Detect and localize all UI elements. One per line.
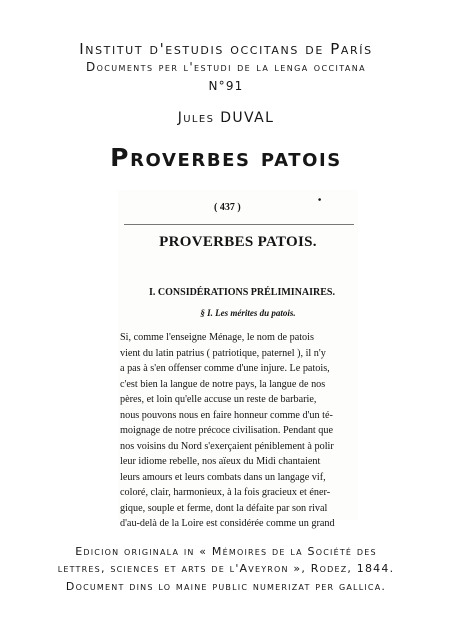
scan-line: a pas à s'en offenser comme d'une injure. Le patois, [120,363,330,374]
institute-name: Institut d'estudis occitans de París [79,40,373,58]
scan-subsection-heading: § I. Les mérites du patois. [200,308,296,318]
scan-section-heading: I. CONSIDÉRATIONS PRÉLIMINAIRES. [149,287,335,298]
scan-rule [124,224,354,225]
scan-line: vient du latin patrius ( patriotique, paternel ), il n'y [120,347,326,359]
scan-line: gique, souple et ferme, dont la défaite par son rival [120,502,328,514]
scanned-page-image [118,190,358,529]
issue-number: N°91 [208,79,244,93]
edition-note-line-3: Document dins lo maine public numerizat per gallica. [65,580,387,593]
ink-mark: • [314,193,325,207]
scan-line: pères, et loin qu'elle accuse un reste de barbarie, [120,394,317,405]
collection-name: Documents per l'estudi de la lenga occitana [85,60,367,74]
scan-line: Si, comme l'enseigne Ménage, le nom de patois [120,332,314,343]
document-title: Proverbes patois [110,143,342,172]
scan-line: coloré, clair, harmonieux, à la fois gracieux et éner- [120,487,331,498]
scan-page-number: ( 437 ) [214,202,241,213]
scan-line: c'est bien la langue de notre pays, la langue de nos [120,378,326,390]
scan-line: moignage de notre précoce civilisation. Pendant que [120,425,334,436]
scan-line: d'au-delà de la Loire est considérée comme un grand [120,518,335,529]
scan-line: leurs amours et leurs combats dans un langage vif, [120,471,326,483]
edition-note-line-2: lettres, sciences et arts de l'Aveyron », Rodez, 1844. [57,562,395,575]
edition-note-line-1: Edicion originala in « Mémoires de la Société des [75,545,377,558]
author-name: Jules DUVAL [177,110,275,126]
scan-line: nous pouvons nous en faire honneur comme d'un té- [120,409,333,421]
scan-line: leur idiome rebelle, nos aïeux du Midi chantaient [120,456,321,467]
scan-line: nos voisins du Nord s'exerçaient péniblement à polir [120,440,334,452]
scan-heading: PROVERBES PATOIS. [159,234,317,250]
scan-body-text [120,330,356,532]
